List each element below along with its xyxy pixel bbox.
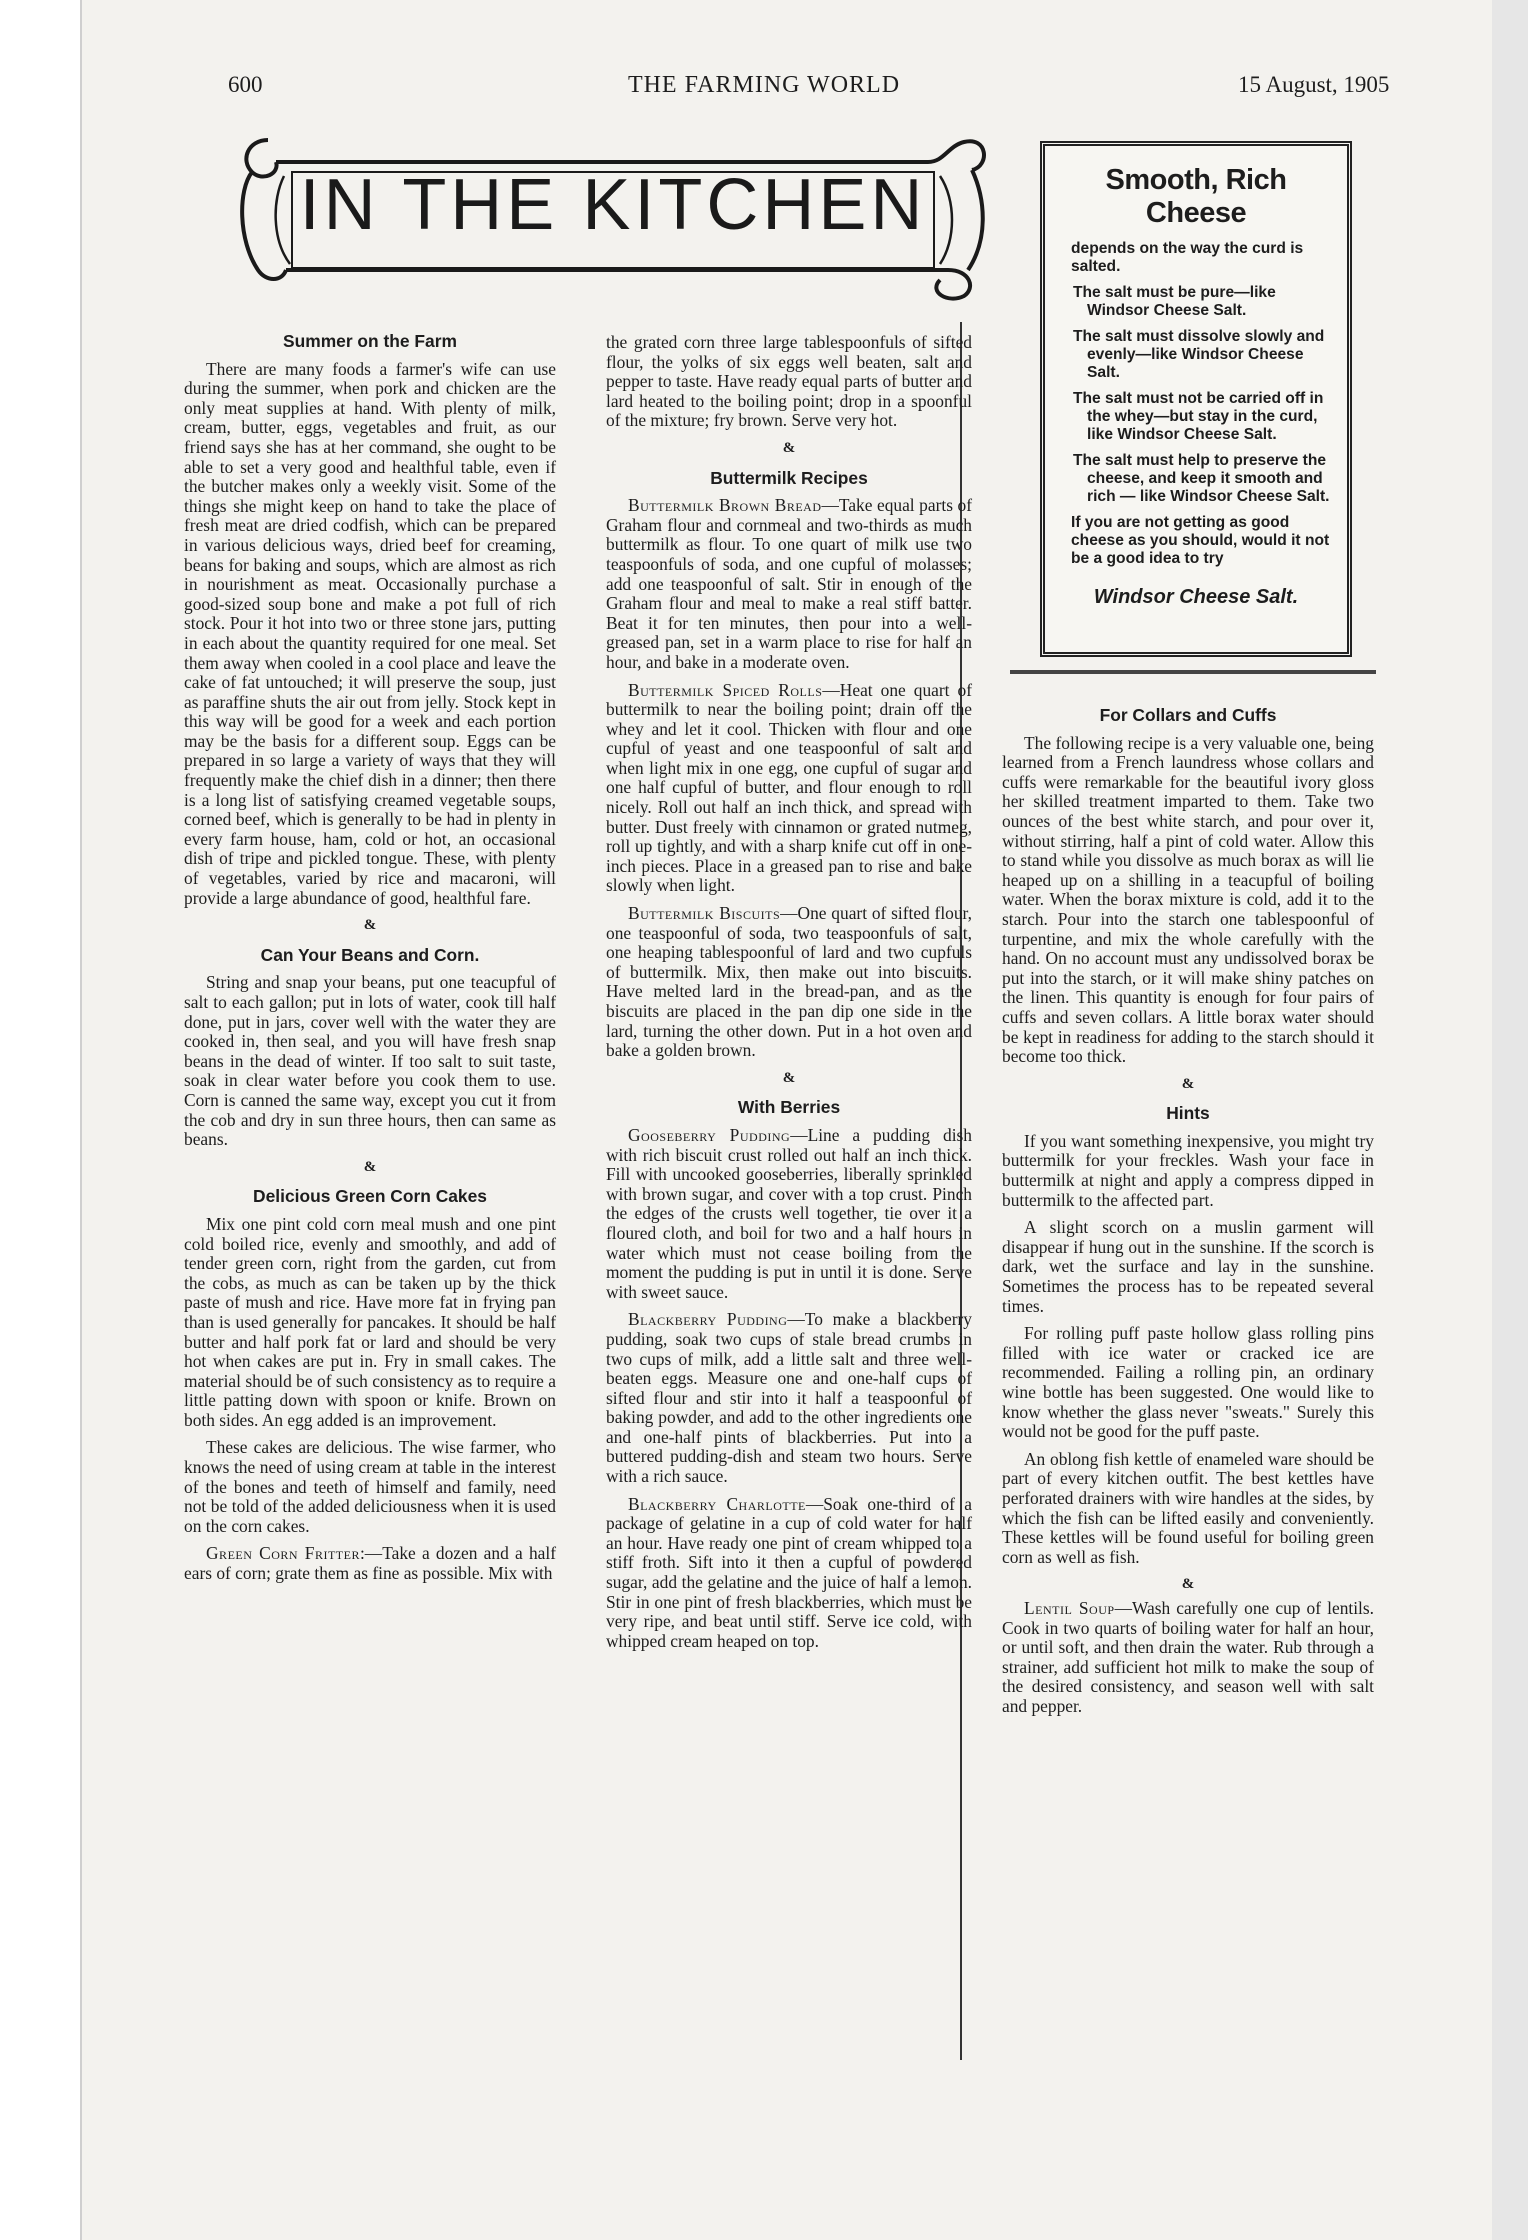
recipe-text: —Heat one quart of buttermilk to near the boiling point; drain off the whey and let it cool. Thicken with flour and one cupful of yeast and one teaspoonful of salt and when light mix in one egg, one cupful of sugar and one half cupful of butter, and flour enough to roll nicely. Roll out half an inch thick, and spread with butter. Dust freely with cinnamon or grated nutmeg, roll up tightly, and with a sharp knife cut off in one-inch pieces. Place in a greased pan to rise and bake slowly when light.: [606, 679, 973, 896]
recipe-text: —Soak one-third of a package of gelatine in a cup of cold water for half an hour. Have ready one pint of cream whipped to a stiff froth. Sift into it then a cupful of powdered sugar, add the gelatine and the juice of half a lemon. Stir in one pint of fresh blackberries, which must be very ripe, and beat until stiff. Serve ice cold, with whipped cream heaped on top.: [606, 1493, 972, 1651]
heading-buttermilk-recipes: Buttermilk Recipes: [710, 467, 868, 488]
paragraph: For rolling puff paste hollow glass rolling pins filled with ice water or cracked ice are recommended. Failing a rolling pin, an ordinary wine bottle has been suggested. One would like to know whether the glass never "sweats." Surely this would not be good for the puff paste.: [1002, 1323, 1374, 1442]
ad-closing: If you are not getting as good cheese as you should, would it not be a good idea to try: [1071, 514, 1330, 567]
column-1: [184, 322, 556, 1592]
column-3: [1002, 696, 1374, 1725]
recipe-paragraph: [606, 496, 972, 672]
banner-title: IN THE KITCHEN: [299, 165, 927, 245]
recipe-paragraph: [606, 1310, 972, 1486]
paragraph: the grated corn three large tablespoonfuls of sifted flour, the yolks of six eggs well beaten, salt and pepper to taste. Have ready equal parts of butter and lard heated to the boiling point; drop in a spoonful of the mixture; fry brown. Serve very hot.: [606, 332, 972, 431]
recipe-lead: Buttermilk Biscuits: [628, 903, 781, 924]
ad-signature: Windsor Cheese Salt.: [1093, 586, 1299, 608]
ad-intro: depends on the way the curd is salted.: [1071, 240, 1304, 275]
paragraph: An oblong fish kettle of enameled ware should be part of every kitchen outfit. The best kettles have perforated drainers with wire handles at the sides, by which the fish can be lifted easily and conveniently. These kettles will be found useful for boiling green corn as well as fish.: [1002, 1448, 1374, 1567]
paragraph: Mix one pint cold corn meal mush and one pint cold boiled rice, evenly and smoothly, and add of tender green corn, right from the garden, cut from the cobs, as much as can be taken up by the thick paste of mush and rice. Have more fat in frying pan than is used generally for pancakes. It should be half butter and half pork fat or lard and should be very hot when cakes are put in. Fry in small cakes. The material should be of such consistency as to require a little patting down with spoon or knife. Brown on both sides. An egg added is an improvement.: [184, 1213, 556, 1430]
paragraph: String and snap your beans, put one teacupful of salt to each gallon; put in lots of water, cook till half done, put in jars, cover well with the water they are cooked in, then seal, and you will have fresh snap beans in the dead of winter. If too salt to suit taste, soak in clear water before you cook them to use. Corn is canned the same way, except you cut it from the cob and dry in sun three hours, then can same as beans.: [184, 972, 556, 1150]
ad-point: The salt must help to preserve the cheese, and keep it smooth and rich — like Windsor Cheese Salt.: [1073, 452, 1330, 505]
recipe-lead: Buttermilk Brown Bread: [628, 495, 822, 516]
issue-date: 15 August, 1905: [1238, 72, 1390, 97]
ad-point: The salt must not be carried off in the whey—but stay in the curd, like Windsor Cheese Salt.: [1073, 390, 1324, 443]
heading-summer-on-the-farm: Summer on the Farm: [283, 331, 457, 351]
recipe-paragraph: [606, 1495, 972, 1652]
recipe-text: —One quart of sifted flour, one teaspoonful of soda, two teaspoonfuls of salt, one heaping tablespoonful of lard and two cupfuls of buttermilk. Mix, then make out into biscuits. Have melted lard in the bread-pan, and as the biscuits are placed in the pan dip one side in the lard, turning the other down. Put in a hot oven and bake a golden brown.: [606, 903, 972, 1061]
column-divider-rule: [1010, 670, 1376, 674]
section-banner: [228, 120, 998, 310]
recipe-paragraph: [606, 1126, 972, 1302]
ad-point: The salt must dissolve slowly and evenly—like Windsor Cheese Salt.: [1073, 328, 1325, 381]
page-number: 600: [228, 72, 263, 97]
recipe-text: —Wash carefully one cup of lentils. Cook in two quarts of boiling water for half an hour, or until soft, and then drain the water. Rub through a strainer, add sufficient hot milk to make the soup of the desired consistency, and season well with salt and pepper.: [1002, 1597, 1374, 1716]
column-2: [606, 333, 972, 1659]
scan-edge: [1492, 0, 1528, 2240]
recipe-lead: Gooseberry Pudding: [628, 1124, 791, 1145]
heading-green-corn-cakes: Delicious Green Corn Cakes: [253, 1186, 487, 1207]
section-ornament: &: [1181, 1075, 1195, 1092]
paragraph: There are many foods a farmer's wife can use during the summer, when pork and chicken are the only meat supplies at hand. With plenty of milk, cream, butter, eggs, vegetables and fruit, as our friend says she has at her command, she ought to be able to set a very good and healthful table, even if the butcher makes only a weekly visit. Some of the things she might keep on hand to take the place of fresh meat are dried codfish, which can be prepared in various delicious ways, dried beef for creaming, beans for baking and soups, which are almost as rich in nourishment as meat. Occasionally purchase a good-sized soup bone and make a pot full of rich stock. Pour it hot into two or three stone jars, putting in each about the quantity required for one meal. Set them away when cooled in a cool place and leave the cake of fat untouched; it will preserve the soup, just as paraffine shuts the air out from jelly. Stock kept in this way will be good for a week and each portion may be the basis for a different soup. Eggs can be prepared in so large a variety of ways that they will frequently make the chief dish in a dinner; then there is a long list of satisfying creamed vegetable soups, corned beef, which is generally to be had in plenty in every farm house, ham, cold or hot, an occasional dish of tripe and pickled tongue. These, with plenty of vegetables, varied by rice and macaroni, will provide a large abundance of good, healthful fare.: [184, 358, 556, 908]
heading-with-berries: With Berries: [737, 1097, 841, 1118]
recipe-text: —To make a blackberry pudding, soak two cups of stale bread crumbs in two cups of milk, add a little salt and three well-beaten eggs. Measure one and one-half cups of sifted flour and stir into it half a teaspoonful of baking powder, and add to the other ingredients one and one-half pints of blackberries. Put into a buttered pudding-dish and steam two hours. Serve with a rich sauce.: [606, 1309, 972, 1487]
recipe-text: :—Take a dozen and a half ears of corn; grate them as fine as possible. Mix with: [184, 1543, 557, 1584]
paragraph: A slight scorch on a muslin garment will disappear if hung out in the sunshine. If the scorch is dark, wet the surface and lay in the sunshine. Sometimes the process has to be repeated several times.: [1002, 1217, 1374, 1316]
heading-can-your-beans: Can Your Beans and Corn.: [260, 944, 480, 965]
recipe-paragraph: [1002, 1599, 1374, 1717]
recipe-lead: Blackberry Charlotte: [628, 1493, 806, 1514]
section-ornament: &: [782, 439, 796, 456]
recipe-lead: Lentil Soup: [1024, 1597, 1115, 1618]
windsor-salt-advertisement: [1040, 141, 1352, 657]
recipe-paragraph: [606, 904, 972, 1061]
recipe-text: —Line a pudding dish with rich biscuit crust rolled out half an inch thick. Fill with uncooked gooseberries, liberally sprinkled with brown sugar, and cover with a top crust. Pinch the edges of the crusts well together, tie over it a floured cloth, and boil for two and a half hours in water which must not cease boiling from the moment the pudding is put in until it is done. Serve with sweet sauce.: [606, 1124, 972, 1302]
section-ornament: &: [363, 917, 377, 934]
heading-collars-and-cuffs: For Collars and Cuffs: [1099, 705, 1277, 725]
ad-title: Smooth, Rich Cheese: [1105, 164, 1287, 229]
paragraph: These cakes are delicious. The wise farmer, who knows the need of using cream at table in the interest of the bones and teeth of himself and family, need not be told of the added deliciousness when it is used on the corn cakes.: [184, 1437, 556, 1536]
section-ornament: &: [1181, 1576, 1195, 1593]
section-ornament: &: [363, 1158, 377, 1175]
paragraph: The following recipe is a very valuable one, being learned from a French laundress whose collars and cuffs were remarkable for the beautiful ivory gloss her skilled treatment imparted to them. Take two ounces of the best white starch, and pour over it, without stirring, half a pint of cold water. Allow this to stand while you dissolve as much borax as will lie heaped up on a shilling in a teacupful of boiling water. When the borax mixture is cold, add it to the starch. Pour into the starch one tablespoonful of turpentine, and mix the whole carefully with the hand. On no account must any undissolved borax be put into the starch, or it will make shiny patches on the linen. This quantity is enough for four pairs of cuffs and seven collars. A little borax water should be kept in readiness for adding to the starch should it become too thick.: [1002, 732, 1374, 1067]
recipe-paragraph: [184, 1544, 556, 1583]
recipe-lead: Buttermilk Spiced Rolls: [628, 679, 823, 700]
heading-hints: Hints: [1166, 1103, 1210, 1124]
recipe-paragraph: [606, 681, 972, 897]
ad-point: The salt must be pure—like Windsor Cheese Salt.: [1073, 284, 1276, 319]
recipe-text: —Take equal parts of Graham flour and cornmeal and two-thirds as much buttermilk as flour. To one quart of milk use two teaspoonfuls of soda, and one cupful of molasses; add one teaspoonful of salt. Stir in enough of the Graham flour and meal to make a real stiff batter. Beat it for ten minutes, then pour into a well-greased pan, set in a warm place to rise for half an hour, and bake in a moderate oven.: [606, 495, 972, 672]
recipe-lead: Blackberry Pudding: [628, 1309, 788, 1330]
recipe-lead: Green Corn Fritter: [206, 1543, 360, 1564]
masthead: THE FARMING WORLD: [627, 72, 901, 98]
paragraph: If you want something inexpensive, you might try buttermilk for your freckles. Wash your face in buttermilk at night and apply a compress dipped in buttermilk to the affected part.: [1002, 1130, 1374, 1210]
section-ornament: &: [782, 1069, 796, 1086]
